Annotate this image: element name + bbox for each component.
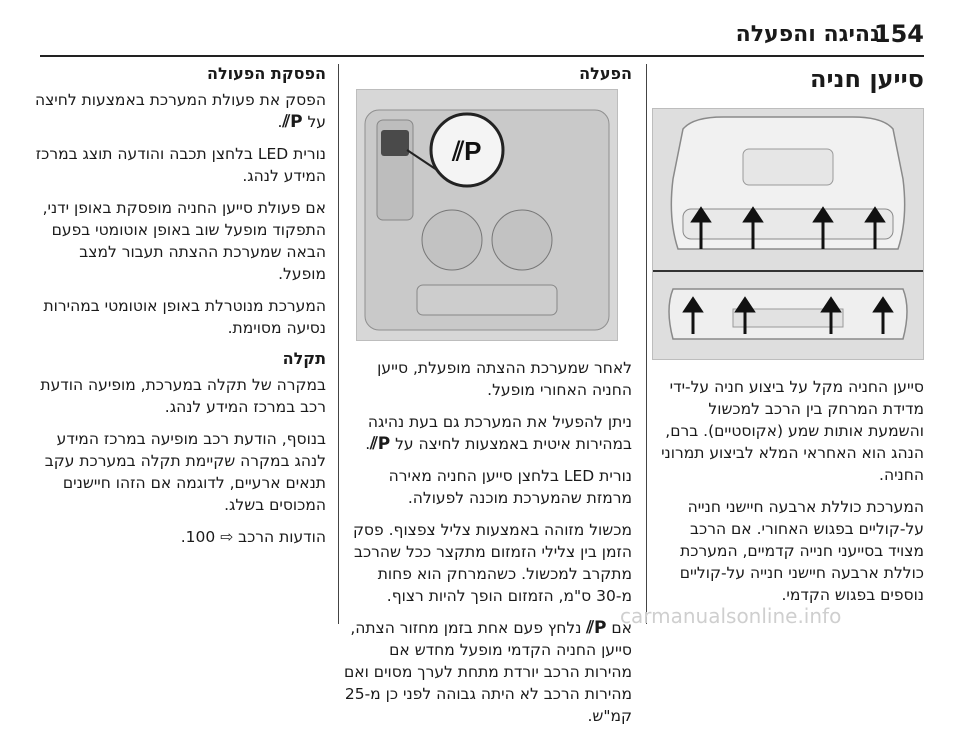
header-rule xyxy=(40,55,924,57)
car-sensor-figure xyxy=(652,108,924,360)
deactivation-text-b: . xyxy=(277,113,283,131)
deactivation-paragraph-1 xyxy=(34,89,326,133)
parking-assist-icon: P⫽ xyxy=(586,618,607,638)
deactivation-paragraph-4: המערכת מנוטרלת באופן אוטומטי במהירות נסיעה מסוימת. xyxy=(43,297,326,337)
page-header xyxy=(0,0,960,56)
fault-paragraph-3: הודעות הרכב ⇨ 100. xyxy=(180,528,326,546)
parking-button-icon: P⫽ xyxy=(452,136,482,166)
activation-paragraph-3: נורית LED בלחצן סייען החניה מאירה מרמזת שהמערכת מוכנה לפעולה. xyxy=(388,467,632,507)
section-title: סייען חניה xyxy=(810,65,924,93)
car-sensors-illustration xyxy=(653,109,923,359)
intro-paragraph-2: המערכת כוללת ארבעה חיישני חנייה על-קוליים בפגוש האחורי. אם הרכב מצויד בסייעני חנייה קדמיים, המערכת כוללת ארבעה חיישני חנייה על-קוליים נוספים בפגוש הקדמי. xyxy=(679,498,924,604)
deactivation-heading: הפסקת הפעולה xyxy=(206,64,326,83)
activation-heading: הפעלה xyxy=(579,64,632,83)
intro-paragraph-1: סייען החניה מקל על ביצוע חניה על-ידי מדידת המרחק בין הרכב למכשול והשמעת אותות שמע (אקוסטיים). ברם, הנהג הוא האחראי המלא לביצוע תמרוני החניה. xyxy=(661,378,924,484)
console-button-figure xyxy=(356,89,618,341)
column-divider-left xyxy=(338,64,339,624)
activation-text-d: נלחץ פעם אחת בזמן מחזור הצתה, סייען החניה הקדמי מופעל מחדש אם מהירות הרכב יורדת מתחת לערך מסוים ואם מהירות הרכב לא היתה גבוהה לפני כן מ-25 קמ"ש. xyxy=(343,619,632,725)
page-number: 154 xyxy=(873,20,924,48)
fault-heading: תקלה xyxy=(282,349,326,368)
activation-paragraph-1: לאחר שמערכת ההצתה מופעלת, סייען החניה האחורי מופעל. xyxy=(377,359,632,399)
fault-paragraph-1: במקרה של תקלה במערכת, מופיעה הודעת רכב במרכז המידע לנהג. xyxy=(40,376,326,416)
fault-paragraph-2: בנוסף, הודעת רכב מופיעה במרכז המידע לנהג במקרה שקיימת תקלה במערכת עקב תנאים ארעיים, לדוגמה אם הזהו חיישנים המכוסים בשלג. xyxy=(44,430,326,514)
column-parking-assist-intro xyxy=(652,64,924,616)
column-deactivation xyxy=(34,64,326,558)
console-illustration xyxy=(357,90,617,340)
watermark: carmanualsonline.info xyxy=(620,604,842,628)
activation-text-a: ניתן להפעיל את המערכת גם בעת נהיגה במהירות איטית באמצעות לחיצה על xyxy=(367,413,632,453)
deactivation-text-a: הפסק את פעולת המערכת באמצעות לחיצה על xyxy=(34,91,326,131)
activation-paragraph-5 xyxy=(342,617,632,727)
running-title: נהיגה והפעלה xyxy=(735,22,880,47)
column-divider-right xyxy=(646,64,647,624)
parking-assist-icon: P⫽ xyxy=(370,434,391,454)
activation-text-c: אם xyxy=(606,619,632,637)
activation-paragraph-2 xyxy=(342,411,632,455)
activation-text-b: . xyxy=(365,435,371,453)
activation-paragraph-4: מכשול מזוהה באמצעות צליל צפצוף. פסק הזמן בין צלילי הזמזום מתקצר ככל שהרכב מתקרב למכשול. כשהמרחק הוא פחות מ-30 ס"מ, הזמזום הופך להיות רצוף. xyxy=(352,521,632,605)
column-activation xyxy=(342,64,632,737)
deactivation-paragraph-3: אם פעולת סייען החניה מופסקת באופן ידני, התפקוד מופעל שוב באופן אוטומטי בפעם הבאה שמערכת ההצתה תעבור למצב מופעל. xyxy=(42,199,326,283)
deactivation-paragraph-2: נורית LED בלחצן תכבה והודעה תוצג במרכז המידע לנהג. xyxy=(35,145,326,185)
parking-assist-icon: P⫽ xyxy=(282,112,303,132)
